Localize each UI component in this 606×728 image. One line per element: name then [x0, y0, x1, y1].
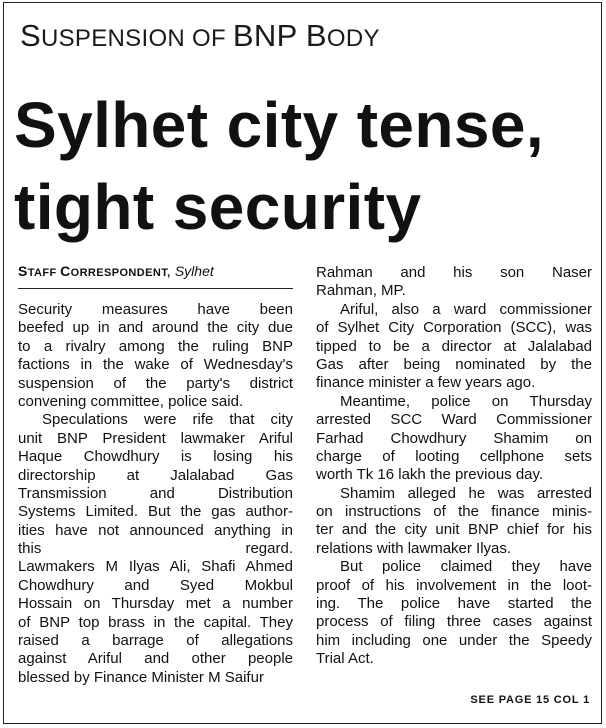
text-line: of BNP top brass in the capital. They — [18, 613, 293, 631]
text-line: process of filing three cases against — [316, 613, 592, 631]
kicker-s1-rest: USPENSION OF — [40, 25, 233, 52]
text-line: worth Tk 16 lakh the previous day. — [316, 466, 544, 484]
text-line: factions in the wake of Wednesday's — [18, 356, 293, 374]
headline-line-2: tight security — [14, 171, 422, 243]
headline — [14, 84, 594, 248]
kicker-s1-cap: S — [20, 18, 41, 53]
text-line: convening committee, police said. — [18, 392, 244, 410]
byline-c-rest: ORRESPONDENT, — [70, 267, 171, 279]
text-line: tipped to be a director at Jalalabad — [316, 337, 592, 355]
headline-line-1: Sylhet city tense, — [14, 89, 545, 161]
text-line: relations with lawmaker Ilyas. — [316, 539, 512, 557]
byline-location: Sylhet — [174, 263, 214, 279]
text-line: Meantime, police on Thursday — [340, 392, 592, 410]
text-line: Farhad Chowdhury Shamim on — [316, 429, 592, 447]
text-line: Hossain on Thursday met a number — [18, 595, 293, 613]
text-line: Lawmakers M Ilyas Ali, Shafi Ahmed — [18, 558, 293, 576]
text-line: suspension of the party's district — [18, 374, 293, 392]
text-line: Transmission and Distribution — [18, 484, 293, 502]
text-line: proof of his involvement in the loot- — [316, 576, 592, 594]
text-line: against Ariful and other people — [18, 650, 293, 668]
kicker-s3-rest: ODY — [326, 25, 380, 52]
text-line: finance minister a few years ago. — [316, 374, 536, 392]
text-line: him including one under the Speedy — [316, 631, 592, 649]
text-line: unit BNP President lawmaker Ariful — [18, 429, 293, 447]
byline-c-cap: C — [60, 263, 71, 279]
text-line: Security measures have been — [18, 301, 293, 318]
left-column — [18, 262, 293, 687]
text-line: ing. The police have started the — [316, 595, 592, 613]
text-line: ities have not announced anything in — [18, 521, 293, 539]
text-line: Shamim alleged he was arrested — [340, 484, 592, 502]
text-line: Rahman, MP. — [316, 282, 406, 300]
text-line: Systems Limited. But the gas author- — [18, 503, 293, 521]
text-line: Gas after being nominated by the — [316, 355, 592, 373]
text-line: Haque Chowdhury is losing his — [18, 448, 293, 466]
text-line: directorship at Jalalabad Gas — [18, 466, 293, 484]
text-line: But police claimed they have — [340, 558, 592, 576]
text-line: Chowdhury and Syed Mokbul — [18, 576, 293, 594]
right-column — [316, 264, 592, 669]
kicker-s3-cap: B — [305, 18, 327, 53]
byline-s-rest: TAFF — [27, 267, 61, 279]
text-line: beefed up in and around the city due — [18, 319, 293, 337]
text-line: charge of looting cellphone sets — [316, 447, 592, 465]
right-column-text — [316, 264, 592, 669]
text-line: Speculations were rife that city — [42, 411, 293, 429]
text-line: this regard. — [18, 540, 293, 558]
text-line: of Sylhet City Corporation (SCC), was — [316, 319, 592, 337]
text-line: arrested SCC Ward Commissioner — [316, 411, 592, 429]
byline — [18, 262, 293, 289]
text-line: on instructions of the finance minis- — [316, 503, 592, 521]
kicker-s2: BNP — [232, 18, 306, 53]
text-line: raised a barrage of allegations — [18, 632, 293, 650]
continuation-note: SEE PAGE 15 COL 1 — [470, 694, 590, 706]
text-line: blessed by Finance Minister M Saifur — [18, 668, 264, 686]
text-line: Trial Act. — [316, 650, 374, 668]
text-line: ter and the city unit BNP chief for his — [316, 521, 592, 539]
kicker — [20, 16, 590, 59]
text-line: to a rivalry among the ruling BNP — [18, 337, 293, 355]
byline-s-cap: S — [18, 263, 28, 279]
text-line: Ariful, also a ward commissioner — [340, 300, 592, 318]
text-line: Rahman and his son Naser — [316, 264, 592, 281]
left-column-text — [18, 301, 293, 687]
